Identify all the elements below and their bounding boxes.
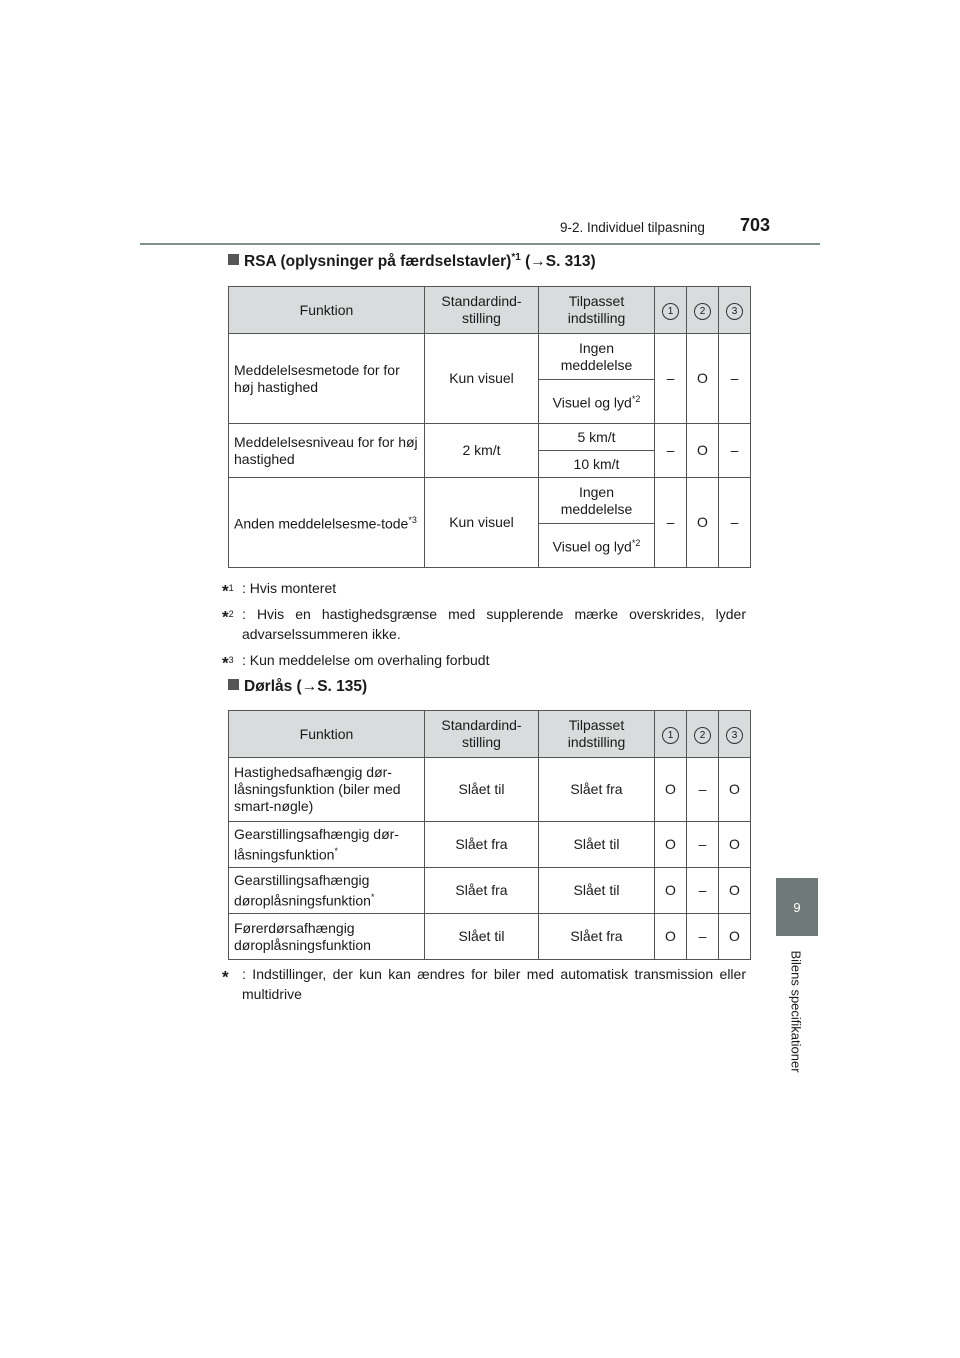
default-cell: Slået til xyxy=(425,914,539,960)
door-lock-page-ref: (→S. 135) xyxy=(292,678,368,695)
mark-cell: – xyxy=(655,334,687,424)
mark-cell: – xyxy=(687,822,719,868)
footnote-marker: *$^1$ xyxy=(222,581,234,601)
col-header xyxy=(719,711,751,758)
col-header: Standardind- stilling xyxy=(425,287,539,334)
mark-cell: O xyxy=(655,822,687,868)
circled-number-2: 2 xyxy=(694,303,711,320)
mark-cell: – xyxy=(687,914,719,960)
custom-cell: Visuel og lyd$^{*2}$ xyxy=(539,524,655,568)
table-row xyxy=(229,758,751,822)
footnote-text: : Kun meddelelse om overhaling forbudt xyxy=(242,652,490,668)
circled-number-3: 3 xyxy=(726,727,743,744)
custom-cell: Slået fra xyxy=(539,914,655,960)
custom-cell: 10 km/t xyxy=(539,451,655,478)
col-header: Funktion xyxy=(229,287,425,334)
function-cell: Gearstillingsafhængig dør-låsningsfunktion* xyxy=(229,822,425,868)
footnote-text: : Indstillinger, der kun kan ændres for biler med automatisk transmission eller multidrive xyxy=(242,966,746,1002)
mark-cell: O xyxy=(655,758,687,822)
section-title: 9-2. Individuel tilpasning xyxy=(560,220,705,235)
footnote-text: : Hvis en hastighedsgrænse med supplerende mærke overskrides, lyder advarselssummeren ikke. xyxy=(242,606,746,642)
default-cell: Slået fra xyxy=(425,822,539,868)
table-row xyxy=(229,822,751,868)
square-bullet-icon xyxy=(228,679,239,690)
function-cell: Meddelelsesmetode for for høj hastighed xyxy=(229,334,425,424)
mark-cell: – xyxy=(687,758,719,822)
circled-number-1: 1 xyxy=(662,303,679,320)
header-divider xyxy=(140,243,820,245)
footnote xyxy=(222,964,746,1004)
table-row xyxy=(229,334,751,380)
door-lock-settings-table xyxy=(228,710,751,960)
col-header: Standardind- stilling xyxy=(425,711,539,758)
chapter-label xyxy=(786,942,806,1082)
function-cell: Meddelelsesniveau for for høj hastighed xyxy=(229,424,425,478)
square-bullet-icon xyxy=(228,254,239,265)
default-cell: Slået til xyxy=(425,758,539,822)
mark-cell: – xyxy=(719,334,751,424)
rsa-page-ref: (→S. 313) xyxy=(520,253,596,271)
circled-number-1: 1 xyxy=(662,727,679,744)
default-cell: Slået fra xyxy=(425,868,539,914)
default-cell: 2 km/t xyxy=(425,424,539,478)
footnote-marker: *$^2$ xyxy=(222,607,234,627)
mark-cell: O xyxy=(687,334,719,424)
mark-cell: – xyxy=(655,424,687,478)
mark-cell: – xyxy=(719,478,751,568)
col-header xyxy=(687,287,719,334)
page-number: 703 xyxy=(740,215,771,235)
table-row xyxy=(229,914,751,960)
col-header xyxy=(655,287,687,334)
col-header xyxy=(687,711,719,758)
function-cell: Førerdørsafhængig døroplåsningsfunktion xyxy=(229,914,425,960)
col-header xyxy=(655,711,687,758)
chapter-tab: 9 xyxy=(776,878,818,936)
custom-cell: 5 km/t xyxy=(539,424,655,451)
custom-cell: Slået fra xyxy=(539,758,655,822)
rsa-heading xyxy=(228,252,596,271)
chapter-label-text: Bilens specifikationer xyxy=(788,950,804,1073)
footnote xyxy=(222,578,746,601)
default-cell: Kun visuel xyxy=(425,334,539,424)
col-header xyxy=(719,287,751,334)
door-lock-heading xyxy=(228,678,367,696)
table-header-row xyxy=(229,287,751,334)
col-header: Tilpasset indstilling xyxy=(539,711,655,758)
mark-cell: O xyxy=(687,424,719,478)
col-header: Tilpasset indstilling xyxy=(539,287,655,334)
function-cell: Gearstillingsafhængig døroplåsningsfunktion* xyxy=(229,868,425,914)
function-cell: Anden meddelelsesme-tode$^{*3}$ xyxy=(229,478,425,568)
mark-cell: O xyxy=(655,914,687,960)
table-row xyxy=(229,868,751,914)
rsa-settings-table xyxy=(228,286,751,568)
table-row xyxy=(229,478,751,524)
default-cell: Kun visuel xyxy=(425,478,539,568)
mark-cell: O xyxy=(719,822,751,868)
mark-cell: – xyxy=(687,868,719,914)
footnote-marker: * xyxy=(222,967,229,987)
table-header-row xyxy=(229,711,751,758)
footnote-text: : Hvis monteret xyxy=(242,580,337,596)
mark-cell: – xyxy=(655,478,687,568)
custom-cell: Slået til xyxy=(539,868,655,914)
custom-cell: Ingen meddelelse xyxy=(539,334,655,380)
circled-number-3: 3 xyxy=(726,303,743,320)
custom-cell: Ingen meddelelse xyxy=(539,478,655,524)
footnote-marker: *$^3$ xyxy=(222,653,234,673)
table-row xyxy=(229,424,751,451)
custom-cell: Visuel og lyd$^{*2}$ xyxy=(539,380,655,424)
mark-cell: O xyxy=(719,868,751,914)
rsa-heading-text: RSA (oplysninger på færdselstavler) xyxy=(244,253,512,271)
mark-cell: O xyxy=(687,478,719,568)
function-cell: Hastighedsafhængig dør-låsningsfunktion (biler med smart-nøgle) xyxy=(229,758,425,822)
footnote xyxy=(222,604,746,644)
door-lock-heading-text: Dørlås xyxy=(244,678,293,695)
rsa-heading-footnote: *1 xyxy=(511,252,521,263)
col-header: Funktion xyxy=(229,711,425,758)
mark-cell: O xyxy=(655,868,687,914)
circled-number-2: 2 xyxy=(694,727,711,744)
custom-cell: Slået til xyxy=(539,822,655,868)
footnote xyxy=(222,650,746,673)
mark-cell: O xyxy=(719,758,751,822)
mark-cell: O xyxy=(719,914,751,960)
mark-cell: – xyxy=(719,424,751,478)
